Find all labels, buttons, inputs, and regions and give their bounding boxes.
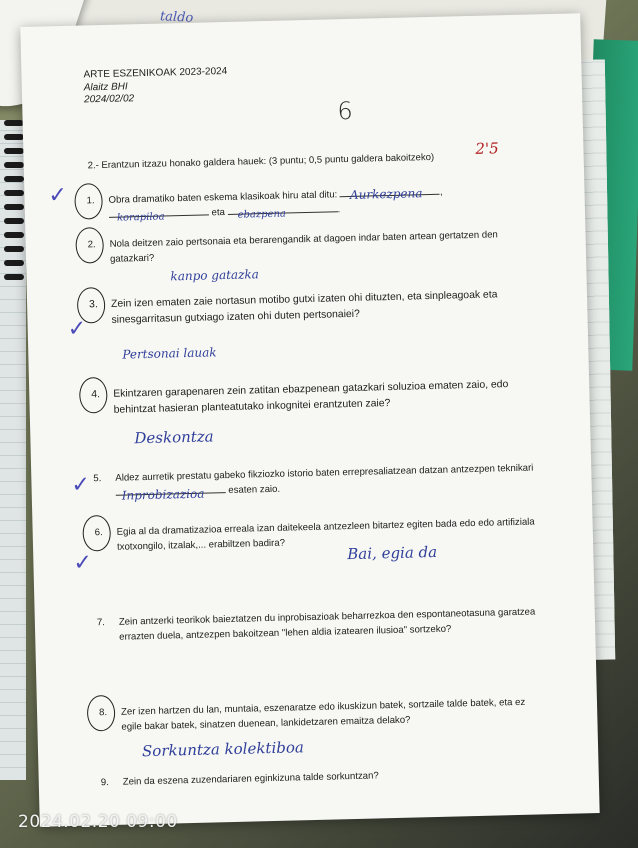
handwritten-answer: kanpo gatazka <box>170 267 260 284</box>
question-number: 5. <box>93 473 102 485</box>
section-score-mark: 2'5 <box>475 139 499 158</box>
handwritten-answer: Sorkuntza kolektiboa <box>141 738 305 761</box>
handwritten-answer: Inprobizazioa <box>121 486 205 503</box>
answer-blank <box>228 208 338 221</box>
total-score: 6 <box>337 96 354 126</box>
exam-date: 2024/02/02 <box>83 93 135 106</box>
question-text: Aldez aurretik prestatu gabeko fikziozko istorio baten errepresaliatzean datzan antzezpen teknikari <box>115 462 534 484</box>
question-number: 9. <box>100 777 109 789</box>
question-9 <box>100 764 543 789</box>
question-8 <box>98 694 542 761</box>
answer-blank <box>109 211 209 224</box>
question-number: 1. <box>86 195 95 207</box>
course-title: ARTE ESZENIKOAK 2023-2024 <box>83 65 228 81</box>
question-text: Zein da eszena zuzendariaren eginkizuna talde sorkuntzan? <box>122 770 379 788</box>
handwritten-answer: Deskontza <box>134 427 214 448</box>
question-number: 6. <box>94 527 103 539</box>
answer-blank <box>340 186 440 202</box>
question-number: 2. <box>87 239 96 251</box>
handwritten-answer: Pertsonai lauak <box>122 345 217 362</box>
question-text-end: esaten zaio. <box>228 483 281 497</box>
handwritten-answer: Bai, egia da <box>347 542 438 564</box>
question-5 <box>71 461 536 503</box>
answer-blank <box>116 486 226 503</box>
connector-text: eta <box>211 207 226 219</box>
check-mark-icon: ✓ <box>48 182 68 209</box>
question-number: 3. <box>88 299 98 311</box>
handwritten-answer: ebazpena <box>237 208 287 221</box>
question-3 <box>67 287 532 362</box>
check-mark-icon: ✓ <box>67 316 87 342</box>
handwritten-answer: korapiloa <box>116 211 165 224</box>
question-4 <box>91 377 534 448</box>
check-mark-icon: ✓ <box>73 550 93 576</box>
background-handwriting: taldo <box>159 9 194 26</box>
question-number: 4. <box>91 389 101 401</box>
section-instructions: 2.- Erantzun itzazu honako galdera hauek: (3 puntu; 0,5 puntu galdera bakoitzeko) <box>87 151 435 172</box>
handwritten-answer: Aurkezpena <box>349 186 423 202</box>
photo-timestamp: 2024.02.20 09:00 <box>18 812 178 832</box>
question-6 <box>73 514 538 576</box>
question-text: Zein antzerki teorikok baieztatzen du inprobisazioak beharrezkoa den espontaneotasuna garatzea errazten duela, antzezpen bakoitzean "lehen aldia izatearen ilusioa" sortzeko? <box>118 606 536 643</box>
question-number: 8. <box>98 707 108 719</box>
check-mark-icon: ✓ <box>71 472 91 498</box>
question-text: Ekintzaren garapenaren zein zatitan ebazpenean gatazkari soluzioa ematen zaio, edo behintzat hasieran planteatutako inkognitei erantzuten zaie? <box>113 379 509 416</box>
exam-header <box>83 66 228 107</box>
question-text: Obra dramatiko baten eskema klasikoak hiru atal ditu: <box>108 189 338 206</box>
question-text: Egia al da dramatizazioa erreala izan daitekeela antzezleen bitartez egiten bada edo edo artifiziala txotxongilo, itzalak,... erabiltzen badira? <box>116 516 535 553</box>
question-text: Zer izen hartzen du lan, muntaia, eszenaratze edo ikuskizun batek, sortzaile talde batek, eta ez egile bakar batek, sinatzen duenean, lankidetzaren emaitza delako? <box>120 696 526 733</box>
question-7 <box>96 604 540 644</box>
question-number: 7. <box>96 617 106 629</box>
student-name: Alaitz BHI <box>83 80 128 93</box>
question-2 <box>87 227 530 284</box>
question-text: Zein izen ematen zaie nortasun motibo gutxi izaten ohi dituzten, eta sinpleagoak eta sinesgarritasun gutxiago izaten ohi duten pertsonaiei? <box>110 289 498 326</box>
exam-sheet <box>20 13 599 826</box>
question-text: Nola deitzen zaio pertsonaia eta berarengandik at dagoen indar baten artean gertatzen den gatazkari? <box>109 229 498 265</box>
question-1: 1. Obra dramatiko baten eskema klasikoak hiru atal ditu: Aurkezpena , korapiloa eta ebazpena . ✓ <box>48 182 443 224</box>
